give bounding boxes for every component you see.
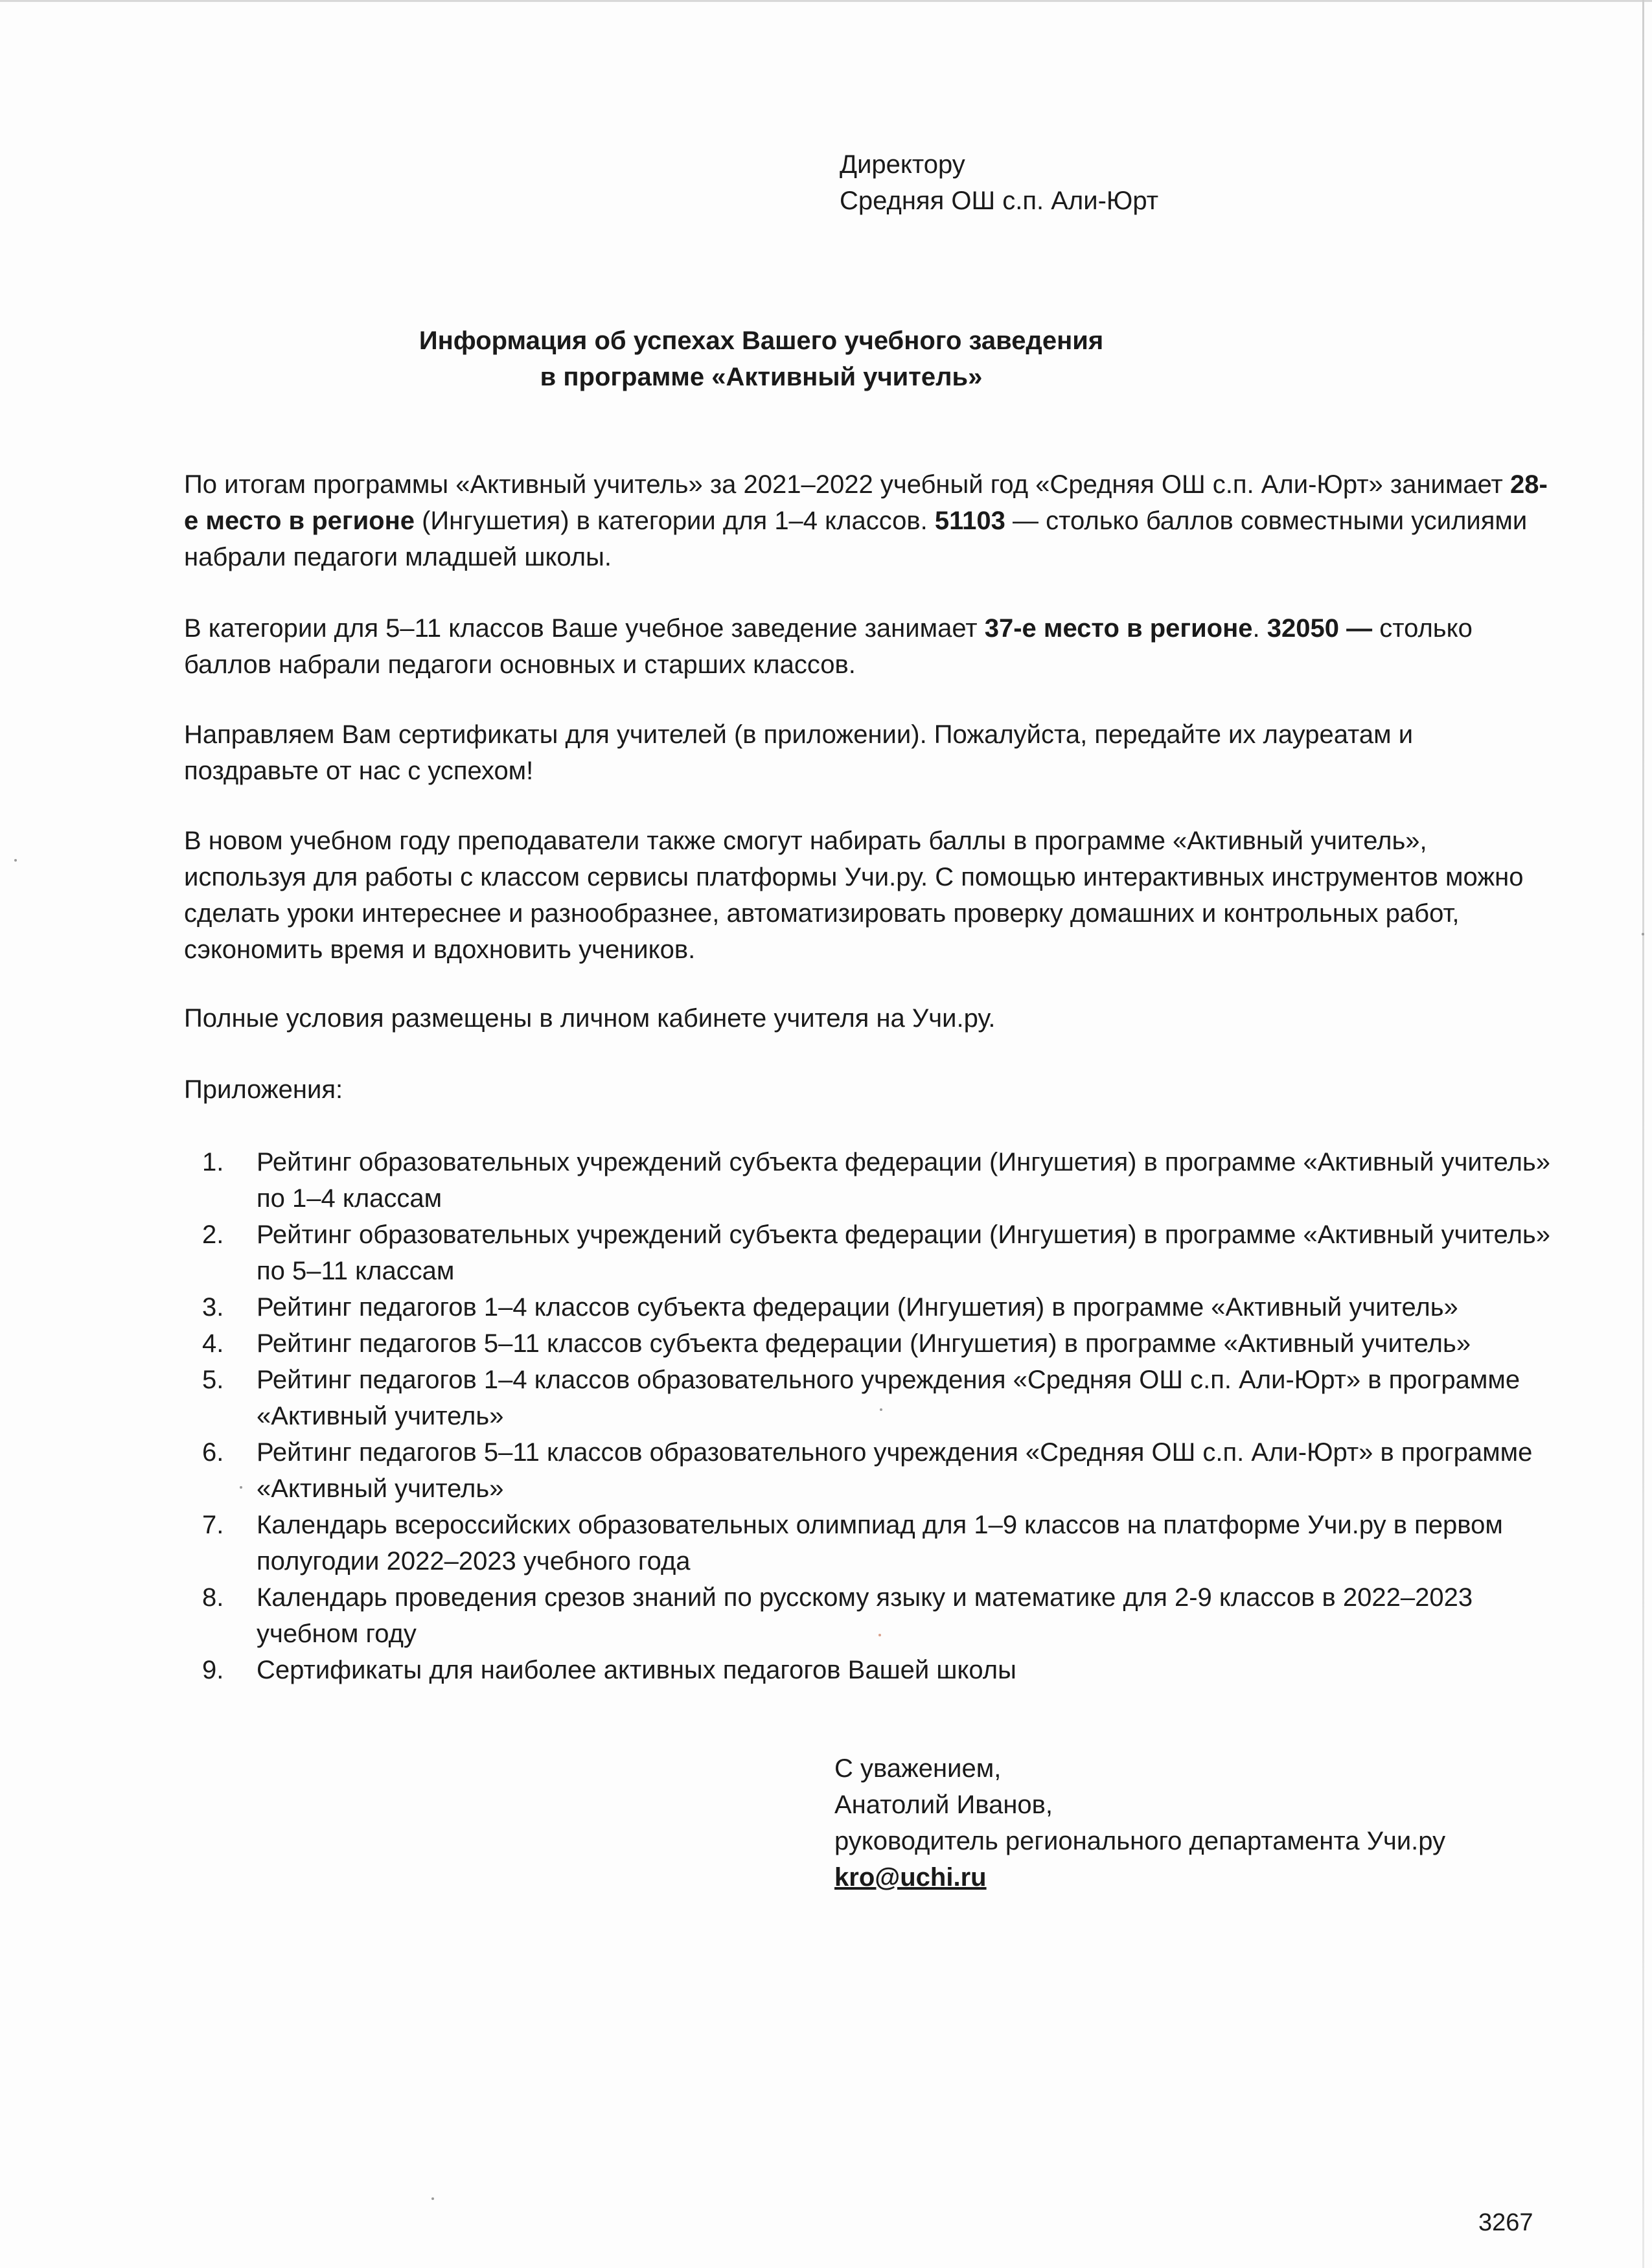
list-item	[194, 1144, 1561, 1217]
list-item	[194, 1652, 1561, 1688]
paragraph-certificates: Направляем Вам сертификаты для учителей (в приложении). Пожалуйста, передайте их лауреатам и поздравьте от нас с успехом!	[184, 720, 1414, 785]
p2-text-c: столько баллов набрали педагоги основных и старших классов.	[184, 614, 1473, 679]
paragraph-results-primary	[184, 466, 1551, 575]
list-item	[194, 1579, 1561, 1652]
list-item-number: 2.	[202, 1220, 224, 1249]
addressee-block	[840, 146, 1487, 219]
scan-edge-top	[0, 0, 1652, 2]
list-item-text: Рейтинг образовательных учреждений субъекта федерации (Ингушетия) в программе «Активный учитель» по 1–4 классам	[257, 1148, 1550, 1213]
list-item-number: 6.	[202, 1438, 224, 1467]
scan-speck	[878, 1634, 881, 1636]
scan-speck	[14, 859, 17, 862]
signature-closing: С уважением,	[834, 1754, 1002, 1783]
scan-speck	[1642, 933, 1644, 935]
p2-rank: 37-е место в регионе	[984, 614, 1253, 643]
list-item	[194, 1362, 1561, 1434]
list-item-text: Рейтинг педагогов 1–4 классов образовательного учреждения «Средняя ОШ с.п. Али-Юрт» в программе «Активный учитель»	[257, 1366, 1520, 1430]
list-item	[194, 1217, 1561, 1289]
p2-text-b: .	[1252, 614, 1267, 643]
p1-text-b: (Ингушетия) в категории для 1–4 классов.	[415, 507, 935, 535]
title-line-2: в программе «Активный учитель»	[540, 363, 983, 391]
paragraph-conditions: Полные условия размещены в личном кабинете учителя на Учи.ру.	[184, 1004, 996, 1033]
list-item-text: Рейтинг образовательных учреждений субъекта федерации (Ингушетия) в программе «Активный учитель» по 5–11 классам	[257, 1220, 1550, 1285]
list-item-number: 8.	[202, 1583, 224, 1612]
scan-speck	[880, 1408, 882, 1411]
list-item	[194, 1434, 1561, 1507]
signature-position: руководитель регионального департамента Учи.ру	[834, 1827, 1446, 1855]
list-item	[194, 1325, 1561, 1362]
list-item-number: 1.	[202, 1148, 224, 1176]
p1-rank: 28-е место в регионе	[184, 470, 1548, 535]
attachments-heading: Приложения:	[184, 1075, 343, 1104]
page-number: 3267	[1478, 2209, 1533, 2236]
list-item-text: Календарь всероссийских образовательных олимпиад для 1–9 классов на платформе Учи.ру в первом полугодии 2022–2023 учебного года	[257, 1511, 1503, 1575]
scan-speck	[240, 1486, 242, 1489]
paragraph-new-year: В новом учебном году преподаватели также смогут набирать баллы в программе «Активный учитель», используя для работы с классом сервисы платформы Учи.ру. С помощью интерактивных инструментов можно сделать уроки интереснее и разнообразнее, автоматизировать проверку домашних и контрольных работ, сэкономить время и вдохновить учеников.	[184, 827, 1524, 964]
p1-score: 51103	[934, 507, 1005, 535]
scan-edge-right	[1642, 0, 1644, 2268]
paragraph-results-secondary	[184, 610, 1551, 683]
addressee-title: Директору	[840, 150, 965, 179]
list-item-text: Рейтинг педагогов 1–4 классов субъекта федерации (Ингушетия) в программе «Активный учитель»	[257, 1293, 1458, 1322]
list-item-number: 9.	[202, 1656, 224, 1684]
list-item	[194, 1507, 1561, 1579]
title-line-1: Информация об успехах Вашего учебного заведения	[419, 326, 1104, 355]
signature-email-link[interactable]: kro@uchi.ru	[834, 1863, 987, 1892]
attachments-list	[194, 1144, 1561, 1688]
list-item-text: Календарь проведения срезов знаний по русскому языку и математике для 2-9 классов в 2022–2023 учебном году	[257, 1583, 1473, 1648]
p1-text-c: — столько баллов совместными усилиями набрали педагоги младшей школы.	[184, 507, 1528, 571]
p2-score: 32050 —	[1267, 614, 1373, 643]
list-item-text: Рейтинг педагогов 5–11 классов образовательного учреждения «Средняя ОШ с.п. Али-Юрт» в программе «Активный учитель»	[257, 1438, 1533, 1503]
scan-speck	[431, 2197, 434, 2200]
addressee-school: Средняя ОШ с.п. Али-Юрт	[840, 187, 1159, 215]
list-item-number: 3.	[202, 1293, 224, 1322]
list-item-text: Рейтинг педагогов 5–11 классов субъекта федерации (Ингушетия) в программе «Активный учитель»	[257, 1329, 1471, 1358]
list-item-number: 4.	[202, 1329, 224, 1358]
p2-text-a: В категории для 5–11 классов Ваше учебное заведение занимает	[184, 614, 985, 643]
p1-text-a: По итогам программы «Активный учитель» за 2021–2022 учебный год «Средняя ОШ с.п. Али-Юрт» занимает	[184, 470, 1510, 499]
list-item	[194, 1289, 1561, 1325]
document-title	[194, 323, 1328, 395]
list-item-number: 7.	[202, 1511, 224, 1539]
signature-name: Анатолий Иванов,	[834, 1791, 1053, 1819]
list-item-number: 5.	[202, 1366, 224, 1394]
signature-block	[834, 1750, 1579, 1896]
list-item-text: Сертификаты для наиболее активных педагогов Вашей школы	[257, 1656, 1016, 1684]
